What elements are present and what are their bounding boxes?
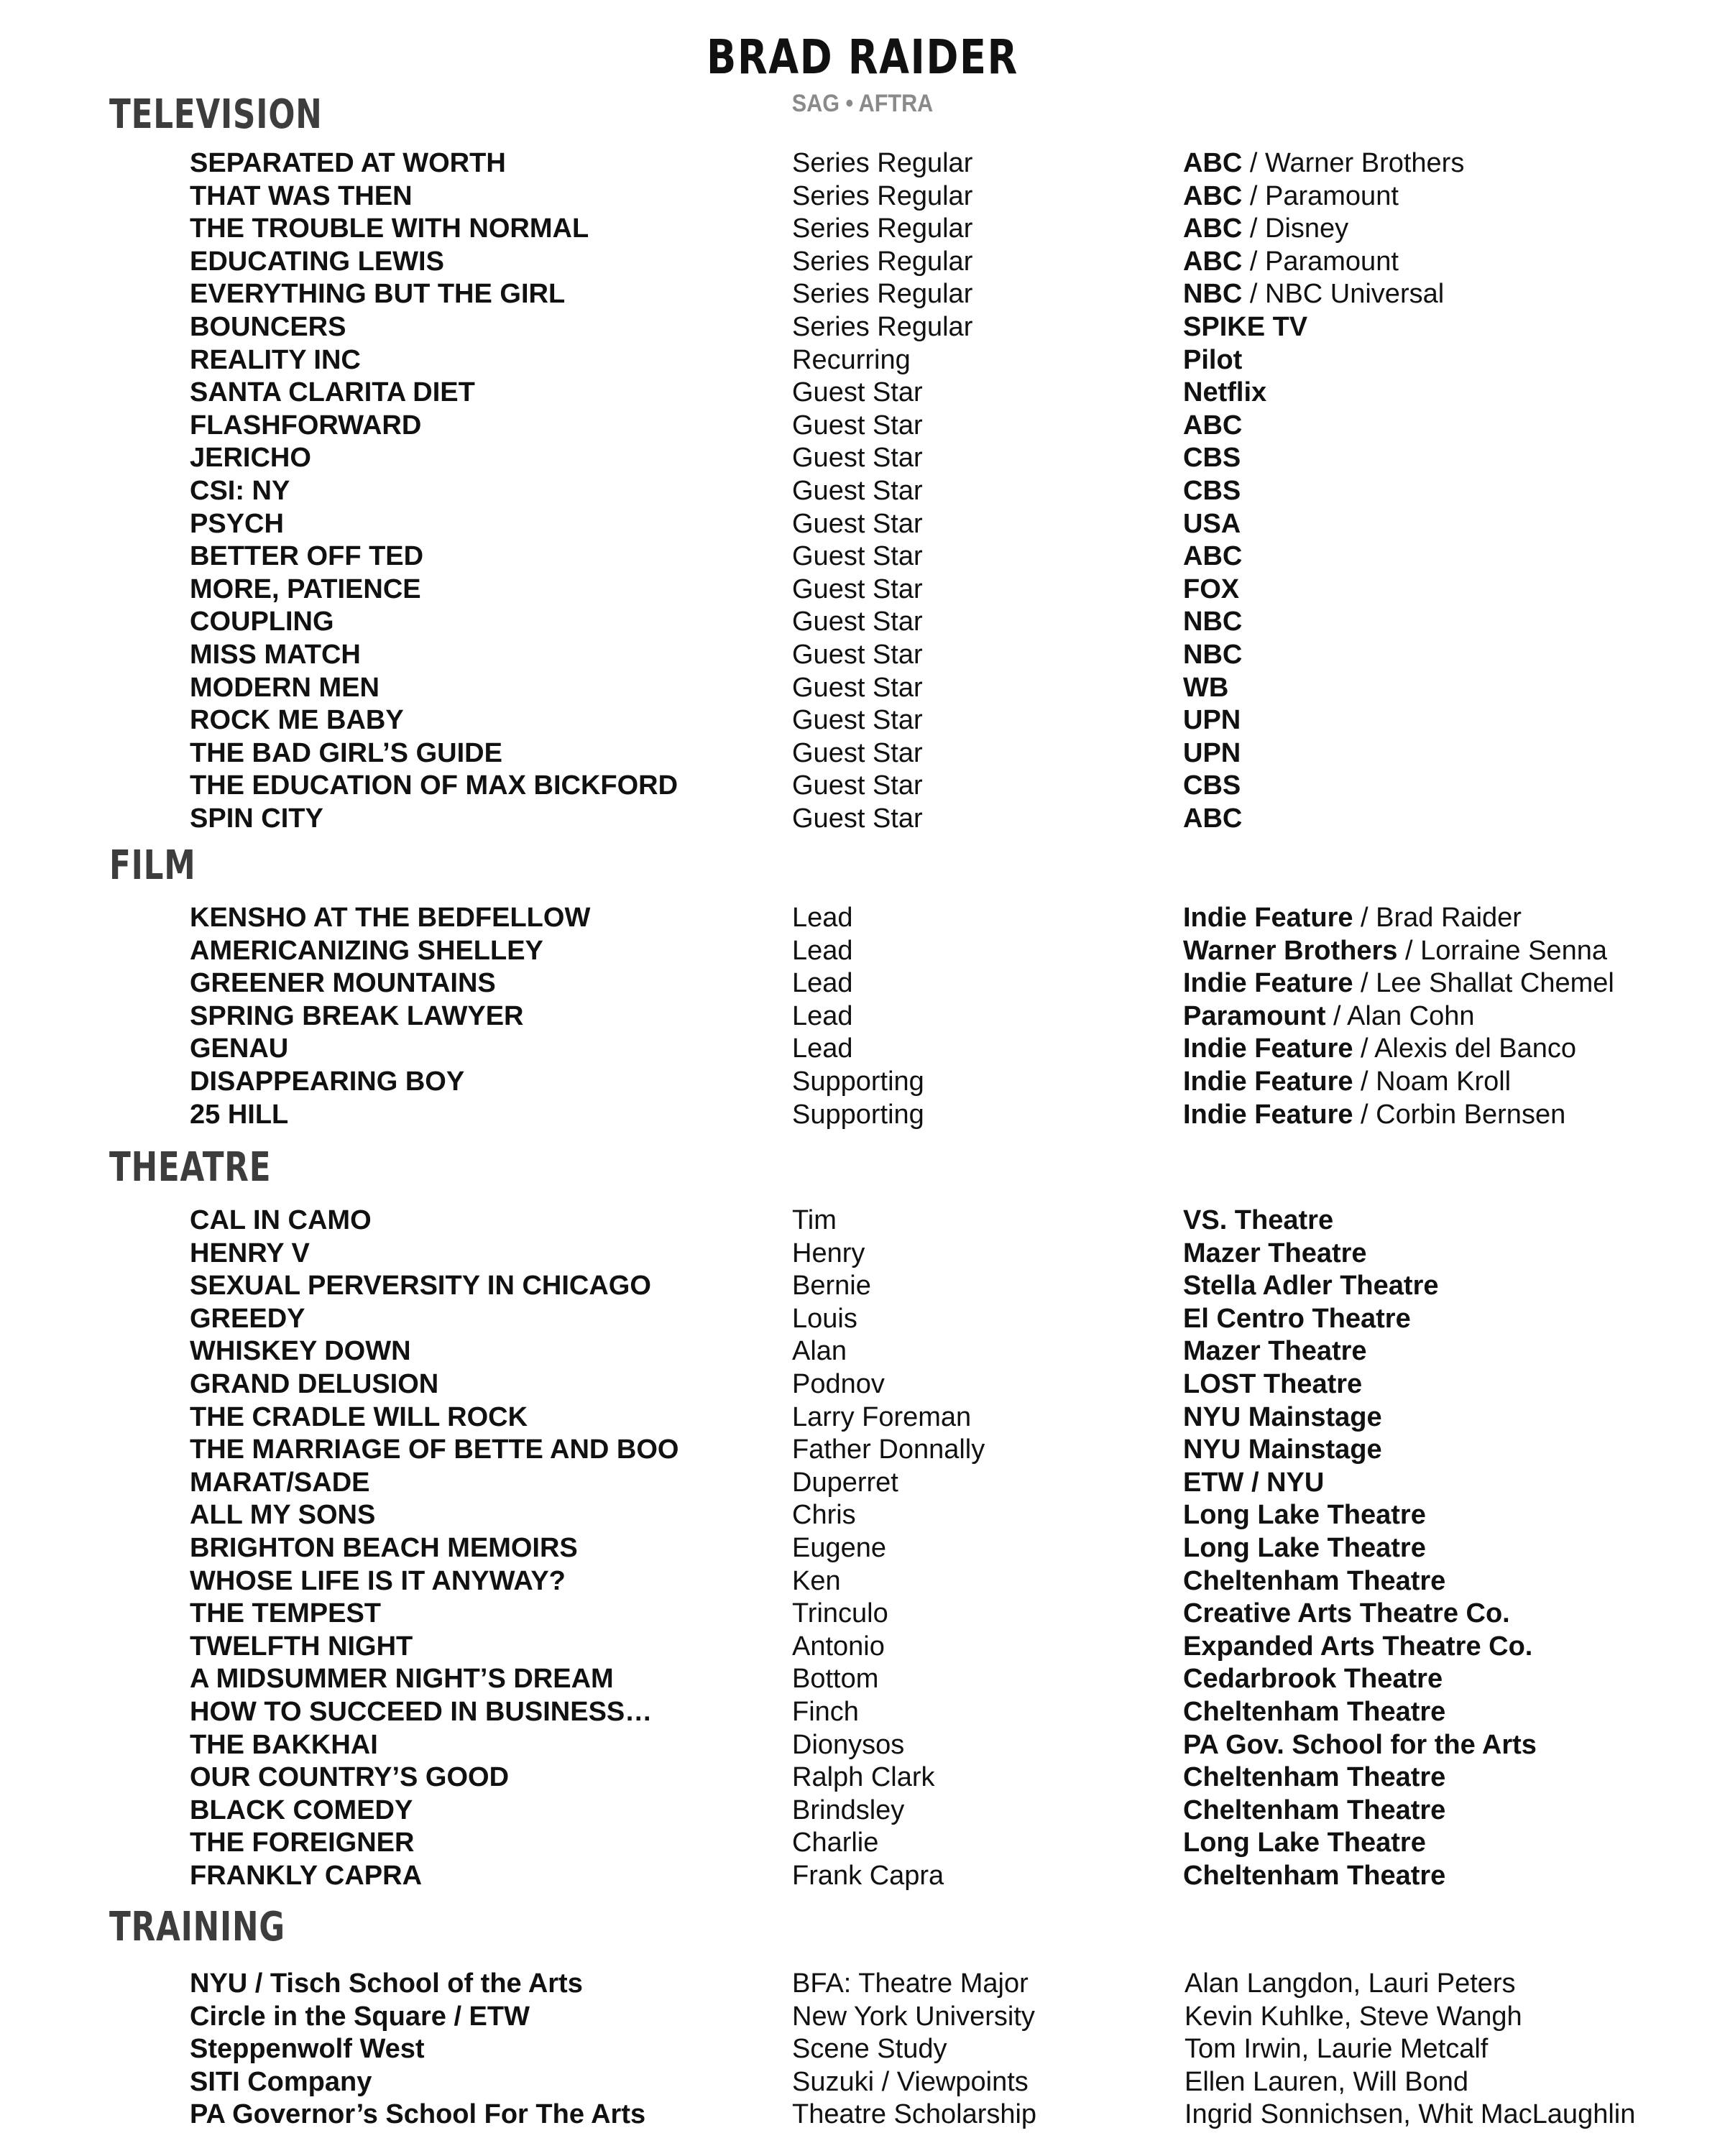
credit-title: WHISKEY DOWN [190, 1336, 411, 1367]
credit-title: CSI: NY [190, 475, 290, 506]
credit-role: Guest Star [792, 639, 923, 670]
credit-title: CAL IN CAMO [190, 1205, 372, 1235]
section-title-film: FILM [109, 842, 196, 889]
credit-studio [1183, 180, 1399, 213]
credit-title: BRIGHTON BEACH MEMOIRS [190, 1532, 578, 1563]
credit-studio [1183, 475, 1241, 508]
credit-role: Series Regular [792, 180, 973, 211]
theatre-row [0, 1598, 1725, 1631]
theatre-row [0, 1696, 1725, 1729]
credit-role: Trinculo [792, 1598, 888, 1629]
theatre-row [0, 1761, 1725, 1795]
credit-role: Lead [792, 1000, 853, 1031]
credit-network: NYU Mainstage [1183, 1434, 1382, 1465]
credit-title: THAT WAS THEN [190, 180, 413, 211]
credit-title: ROCK ME BABY [190, 705, 404, 736]
section-title-theatre: THEATRE [109, 1144, 272, 1191]
training-teachers: Alan Langdon, Lauri Peters [1184, 1968, 1516, 1999]
credit-role: Guest Star [792, 377, 923, 408]
film-row [0, 902, 1725, 935]
credit-studio [1183, 1270, 1439, 1303]
credit-director: / NBC Universal [1242, 279, 1445, 310]
film-row [0, 1066, 1725, 1099]
credit-studio [1183, 1066, 1511, 1099]
credit-title: THE MARRIAGE OF BETTE AND BOO [190, 1434, 679, 1465]
theatre-row [0, 1860, 1725, 1893]
credit-role: Series Regular [792, 148, 973, 178]
credit-studio [1183, 935, 1607, 968]
credit-studio [1183, 1303, 1411, 1336]
credit-network: Mazer Theatre [1183, 1336, 1367, 1367]
credit-studio [1183, 442, 1241, 475]
television-row [0, 803, 1725, 836]
credit-network: Cheltenham Theatre [1183, 1762, 1446, 1793]
theatre-row [0, 1335, 1725, 1368]
training-row [0, 2033, 1725, 2066]
credit-role: Alan [792, 1336, 847, 1367]
credit-title: BOUNCERS [190, 311, 346, 342]
credit-title: BETTER OFF TED [190, 541, 424, 572]
credit-title: SPIN CITY [190, 803, 323, 834]
credit-title: ALL MY SONS [190, 1500, 376, 1531]
training-teachers: Kevin Kuhlke, Steve Wangh [1184, 2001, 1522, 2032]
theatre-row [0, 1532, 1725, 1565]
film-row [0, 935, 1725, 968]
section-title-television: TELEVISION [109, 91, 323, 138]
credit-studio [1183, 278, 1444, 311]
theatre-row [0, 1434, 1725, 1467]
credit-role: Series Regular [792, 213, 973, 244]
credit-studio [1183, 1033, 1576, 1066]
credit-studio [1183, 1532, 1426, 1565]
credit-network: Indie Feature [1183, 1099, 1353, 1130]
credit-role: Dionysos [792, 1729, 905, 1760]
theatre-credits [0, 1204, 1725, 1892]
credit-network: ABC [1183, 180, 1243, 211]
credit-network: Indie Feature [1183, 1066, 1353, 1097]
credit-role: Recurring [792, 344, 911, 375]
credit-studio [1183, 540, 1242, 573]
training-program: Scene Study [792, 2034, 947, 2065]
training-program: Theatre Scholarship [792, 2099, 1037, 2130]
television-row [0, 246, 1725, 279]
credit-role: Bernie [792, 1271, 871, 1302]
credit-title: GREEDY [190, 1303, 305, 1334]
television-row [0, 737, 1725, 770]
training-program: BFA: Theatre Major [792, 1968, 1029, 1999]
credit-title: MARAT/SADE [190, 1467, 370, 1498]
credit-network: Warner Brothers [1183, 935, 1398, 966]
credit-studio [1183, 1434, 1382, 1467]
credit-network: Paramount [1183, 1000, 1326, 1031]
television-row [0, 442, 1725, 475]
film-row [0, 967, 1725, 1000]
credit-studio [1183, 1499, 1426, 1532]
credit-title: JERICHO [190, 443, 311, 474]
credit-studio [1183, 1099, 1565, 1132]
credit-role: Supporting [792, 1066, 924, 1097]
credit-network: Cheltenham Theatre [1183, 1565, 1446, 1596]
film-credits [0, 902, 1725, 1131]
credit-role: Series Regular [792, 279, 973, 310]
credit-studio [1183, 1663, 1443, 1696]
credit-role: Series Regular [792, 311, 973, 342]
credit-title: PSYCH [190, 508, 284, 539]
credit-title: SPRING BREAK LAWYER [190, 1000, 524, 1031]
credit-role: Frank Capra [792, 1860, 944, 1891]
film-row [0, 1099, 1725, 1132]
credit-studio [1183, 1565, 1445, 1598]
credit-studio [1183, 1761, 1445, 1795]
television-row [0, 672, 1725, 705]
credit-network: ABC [1183, 803, 1243, 834]
credit-studio [1183, 410, 1242, 443]
theatre-row [0, 1729, 1725, 1762]
credit-role: Guest Star [792, 705, 923, 736]
credit-title: THE FOREIGNER [190, 1828, 415, 1858]
credit-network: SPIKE TV [1183, 311, 1308, 342]
television-row [0, 344, 1725, 377]
credit-title: KENSHO AT THE BEDFELLOW [190, 903, 591, 933]
training-list [0, 1968, 1725, 2132]
credit-network: Cheltenham Theatre [1183, 1795, 1446, 1825]
credit-network: UPN [1183, 737, 1241, 768]
credit-director: / Paramount [1242, 246, 1399, 277]
credit-network: Stella Adler Theatre [1183, 1271, 1439, 1302]
training-row [0, 2099, 1725, 2132]
television-row [0, 180, 1725, 213]
training-teachers: Ellen Lauren, Will Bond [1184, 2066, 1468, 2097]
training-row [0, 1968, 1725, 2001]
credit-director: / Paramount [1242, 180, 1399, 211]
credit-role: Guest Star [792, 803, 923, 834]
section-title-training: TRAINING [109, 1904, 285, 1950]
credit-studio [1183, 1696, 1445, 1729]
credit-studio [1183, 1729, 1537, 1762]
credit-role: Guest Star [792, 607, 923, 637]
credit-network: ABC [1183, 213, 1243, 244]
credit-title: FRANKLY CAPRA [190, 1860, 423, 1891]
theatre-row [0, 1238, 1725, 1271]
film-row [0, 1033, 1725, 1066]
credit-studio [1183, 1631, 1532, 1664]
credit-studio [1183, 377, 1266, 410]
credit-title: TWELFTH NIGHT [190, 1631, 413, 1662]
credit-title: A MIDSUMMER NIGHT’S DREAM [190, 1664, 614, 1695]
credit-network: UPN [1183, 705, 1241, 736]
credit-network: Long Lake Theatre [1183, 1828, 1426, 1858]
credit-role: Guest Star [792, 573, 923, 604]
credit-title: SEXUAL PERVERSITY IN CHICAGO [190, 1271, 651, 1302]
credit-network: Indie Feature [1183, 903, 1353, 933]
credit-role: Guest Star [792, 737, 923, 768]
credit-role: Tim [792, 1205, 837, 1235]
credit-director: / Lee Shallat Chemel [1353, 968, 1614, 999]
credit-network: NBC [1183, 607, 1243, 637]
credit-role: Podnov [792, 1368, 885, 1399]
television-row [0, 770, 1725, 803]
credit-network: Indie Feature [1183, 1033, 1353, 1064]
television-row [0, 475, 1725, 508]
training-row [0, 2066, 1725, 2099]
television-row [0, 704, 1725, 737]
credit-role: Guest Star [792, 475, 923, 506]
television-row [0, 147, 1725, 180]
television-row [0, 639, 1725, 672]
credit-title: THE TEMPEST [190, 1598, 382, 1629]
credit-studio [1183, 1467, 1324, 1500]
training-school: Steppenwolf West [190, 2034, 425, 2065]
training-row [0, 2001, 1725, 2034]
credit-title: MORE, PATIENCE [190, 573, 421, 604]
credit-network: Long Lake Theatre [1183, 1532, 1426, 1563]
television-row [0, 606, 1725, 639]
credit-network: El Centro Theatre [1183, 1303, 1411, 1334]
credit-network: Cheltenham Theatre [1183, 1696, 1446, 1727]
credit-role: Antonio [792, 1631, 885, 1662]
credit-role: Larry Foreman [792, 1401, 972, 1432]
credit-role: Bottom [792, 1664, 879, 1695]
credit-title: GRAND DELUSION [190, 1368, 439, 1399]
credit-studio [1183, 672, 1228, 705]
credit-director: / Brad Raider [1353, 903, 1522, 933]
television-row [0, 311, 1725, 344]
theatre-row [0, 1795, 1725, 1828]
credit-network: ABC [1183, 541, 1243, 572]
credit-director: / Noam Kroll [1353, 1066, 1512, 1097]
credit-network: CBS [1183, 443, 1241, 474]
credit-network: FOX [1183, 573, 1240, 604]
credit-title: SANTA CLARITA DIET [190, 377, 475, 408]
television-row [0, 508, 1725, 541]
credit-studio [1183, 1238, 1367, 1271]
credit-studio [1183, 1598, 1510, 1631]
training-school: PA Governor’s School For The Arts [190, 2099, 646, 2130]
credit-network: CBS [1183, 475, 1241, 506]
theatre-row [0, 1368, 1725, 1401]
credit-director: / Alan Cohn [1325, 1000, 1475, 1031]
theatre-row [0, 1565, 1725, 1598]
credit-network: LOST Theatre [1183, 1368, 1363, 1399]
credit-title: GENAU [190, 1033, 289, 1064]
credit-network: ABC [1183, 148, 1243, 178]
credit-studio [1183, 1000, 1475, 1033]
credit-studio [1183, 704, 1241, 737]
credit-network: NYU Mainstage [1183, 1401, 1382, 1432]
credit-studio [1183, 770, 1241, 803]
credit-role: Eugene [792, 1532, 887, 1563]
credit-title: SEPARATED AT WORTH [190, 148, 506, 178]
credit-role: Guest Star [792, 508, 923, 539]
training-program: New York University [792, 2001, 1035, 2032]
credit-studio [1183, 967, 1614, 1000]
credit-role: Duperret [792, 1467, 898, 1498]
training-school: SITI Company [190, 2066, 372, 2097]
credit-studio [1183, 508, 1241, 541]
credit-studio [1183, 246, 1399, 279]
credit-network: Expanded Arts Theatre Co. [1183, 1631, 1533, 1662]
television-credits [0, 147, 1725, 835]
credit-studio [1183, 213, 1348, 246]
credit-role: Ralph Clark [792, 1762, 935, 1793]
credit-title: GREENER MOUNTAINS [190, 968, 496, 999]
credit-title: EVERYTHING BUT THE GIRL [190, 279, 566, 310]
credit-role: Charlie [792, 1828, 879, 1858]
television-row [0, 410, 1725, 443]
theatre-row [0, 1401, 1725, 1434]
credit-network: PA Gov. School for the Arts [1183, 1729, 1537, 1760]
credit-title: AMERICANIZING SHELLEY [190, 935, 543, 966]
credit-studio [1183, 1860, 1445, 1893]
credit-role: Ken [792, 1565, 841, 1596]
credit-network: VS. Theatre [1183, 1205, 1334, 1235]
credit-role: Guest Star [792, 410, 923, 441]
television-row [0, 573, 1725, 607]
credit-role: Lead [792, 935, 853, 966]
credit-director: / Alexis del Banco [1353, 1033, 1577, 1064]
credit-director: / Disney [1242, 213, 1349, 244]
credit-title: THE TROUBLE WITH NORMAL [190, 213, 589, 244]
credit-role: Guest Star [792, 770, 923, 801]
credit-studio [1183, 1335, 1367, 1368]
credit-title: DISAPPEARING BOY [190, 1066, 465, 1097]
union-affiliation: SAG • AFTRA [791, 90, 934, 117]
credit-network: Indie Feature [1183, 968, 1353, 999]
credit-role: Series Regular [792, 246, 973, 277]
credit-studio [1183, 902, 1522, 935]
credit-role: Guest Star [792, 443, 923, 474]
credit-role: Lead [792, 1033, 853, 1064]
credit-network: ABC [1183, 410, 1243, 441]
credit-role: Guest Star [792, 541, 923, 572]
credit-network: Cedarbrook Theatre [1183, 1664, 1443, 1695]
theatre-row [0, 1499, 1725, 1532]
credit-title: THE BAD GIRL’S GUIDE [190, 737, 502, 768]
theatre-row [0, 1270, 1725, 1303]
credit-role: Brindsley [792, 1795, 905, 1825]
credit-network: ABC [1183, 246, 1243, 277]
credit-director: / Lorraine Senna [1397, 935, 1607, 966]
credit-studio [1183, 639, 1242, 672]
film-row [0, 1000, 1725, 1033]
television-row [0, 278, 1725, 311]
training-teachers: Tom Irwin, Laurie Metcalf [1184, 2034, 1489, 2065]
theatre-row [0, 1827, 1725, 1860]
training-teachers: Ingrid Sonnichsen, Whit MacLaughlin [1184, 2099, 1636, 2130]
credit-role: Chris [792, 1500, 856, 1531]
credit-title: WHOSE LIFE IS IT ANYWAY? [190, 1565, 566, 1596]
credit-network: Pilot [1183, 344, 1243, 375]
credit-title: THE CRADLE WILL ROCK [190, 1401, 528, 1432]
credit-title: HOW TO SUCCEED IN BUSINESS… [190, 1696, 653, 1727]
credit-network: NBC [1183, 639, 1243, 670]
credit-studio [1183, 573, 1239, 607]
credit-studio [1183, 147, 1464, 180]
credit-title: 25 HILL [190, 1099, 289, 1130]
theatre-row [0, 1303, 1725, 1336]
training-program: Suzuki / Viewpoints [792, 2066, 1029, 2097]
credit-studio [1183, 1401, 1382, 1434]
credit-role: Father Donnally [792, 1434, 985, 1465]
credit-director: / Warner Brothers [1242, 148, 1465, 178]
credit-title: REALITY INC [190, 344, 361, 375]
credit-network: Netflix [1183, 377, 1267, 408]
credit-title: THE BAKKHAI [190, 1729, 378, 1760]
credit-network: NBC [1183, 279, 1243, 310]
theatre-row [0, 1631, 1725, 1664]
credit-studio [1183, 311, 1307, 344]
credit-network: WB [1183, 672, 1229, 703]
credit-network: USA [1183, 508, 1241, 539]
credit-network: Mazer Theatre [1183, 1238, 1367, 1268]
credit-role: Lead [792, 903, 853, 933]
credit-title: BLACK COMEDY [190, 1795, 413, 1825]
credit-title: COUPLING [190, 607, 334, 637]
credit-title: MISS MATCH [190, 639, 361, 670]
credit-studio [1183, 1204, 1333, 1238]
theatre-row [0, 1204, 1725, 1238]
credit-studio [1183, 1795, 1445, 1828]
credit-role: Supporting [792, 1099, 924, 1130]
credit-studio [1183, 606, 1242, 639]
credit-director: / Corbin Bernsen [1353, 1099, 1566, 1130]
training-school: Circle in the Square / ETW [190, 2001, 530, 2032]
television-row [0, 540, 1725, 573]
credit-network: ETW / NYU [1183, 1467, 1325, 1498]
credit-studio [1183, 1827, 1426, 1860]
credit-title: OUR COUNTRY’S GOOD [190, 1762, 510, 1793]
credit-role: Louis [792, 1303, 857, 1334]
credit-network: Creative Arts Theatre Co. [1183, 1598, 1510, 1629]
credit-title: HENRY V [190, 1238, 310, 1268]
theatre-row [0, 1663, 1725, 1696]
credit-title: MODERN MEN [190, 672, 380, 703]
actor-name: BRAD RAIDER [707, 29, 1018, 85]
credit-role: Guest Star [792, 672, 923, 703]
television-row [0, 377, 1725, 410]
credit-role: Finch [792, 1696, 859, 1727]
credit-network: CBS [1183, 770, 1241, 801]
credit-studio [1183, 1368, 1362, 1401]
credit-network: Cheltenham Theatre [1183, 1860, 1446, 1891]
theatre-row [0, 1467, 1725, 1500]
credit-role: Henry [792, 1238, 865, 1268]
credit-title: THE EDUCATION OF MAX BICKFORD [190, 770, 678, 801]
credit-title: EDUCATING LEWIS [190, 246, 444, 277]
television-row [0, 213, 1725, 246]
credit-role: Lead [792, 968, 853, 999]
credit-studio [1183, 344, 1242, 377]
credit-title: FLASHFORWARD [190, 410, 422, 441]
credit-studio [1183, 803, 1242, 836]
training-school: NYU / Tisch School of the Arts [190, 1968, 583, 1999]
credit-studio [1183, 737, 1241, 770]
credit-network: Long Lake Theatre [1183, 1500, 1426, 1531]
